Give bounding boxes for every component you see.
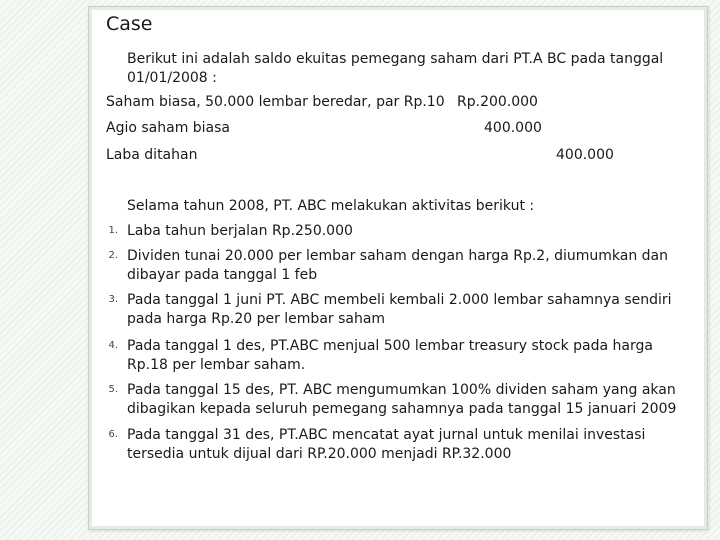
list-number: 6. (108, 429, 118, 440)
intro-text: Berikut ini adalah saldo ekuitas pemegang saham dari PT.A BC pada tanggal 01/01/2008 : (127, 51, 664, 86)
list-item: Pada tanggal 15 des, PT. ABC mengumumkan 100% dividen saham yang akan dibagikan kepada seluruh pemegang sahamnya pada tanggal 15 januari 2009 (127, 382, 677, 417)
list-item: Pada tanggal 31 des, PT.ABC mencatat ayat jurnal untuk menilai investasi tersedia untuk dijual dari RP.20.000 menjadi RP.32.000 (127, 427, 646, 462)
equity-amount-agio: 400.000 (484, 120, 542, 136)
equity-amount-common-stock: Rp.200.000 (457, 94, 538, 110)
list-item: Pada tanggal 1 juni PT. ABC membeli kembali 2.000 lembar sahamnya sendiri pada harga Rp.20 per lembar saham (127, 292, 672, 327)
equity-amount-retained-earnings: 400.000 (556, 147, 614, 163)
equity-label-agio: Agio saham biasa (106, 120, 231, 136)
list-item: Laba tahun berjalan Rp.250.000 (127, 223, 353, 239)
slide-title: Case (106, 13, 153, 35)
equity-label-common-stock: Saham biasa, 50.000 lembar beredar, par Rp.10 (106, 94, 445, 110)
activities-intro: Selama tahun 2008, PT. ABC melakukan aktivitas berikut : (127, 198, 535, 214)
list-number: 5. (108, 384, 118, 395)
list-number: 4. (108, 340, 118, 351)
list-item: Pada tanggal 1 des, PT.ABC menjual 500 lembar treasury stock pada harga Rp.18 per lembar saham. (127, 338, 653, 373)
equity-label-retained-earnings: Laba ditahan (106, 147, 198, 163)
list-item: Dividen tunai 20.000 per lembar saham dengan harga Rp.2, diumumkan dan dibayar pada tanggal 1 feb (127, 248, 669, 283)
list-number: 2. (108, 250, 118, 261)
list-number: 1. (108, 225, 118, 236)
list-number: 3. (108, 294, 118, 305)
